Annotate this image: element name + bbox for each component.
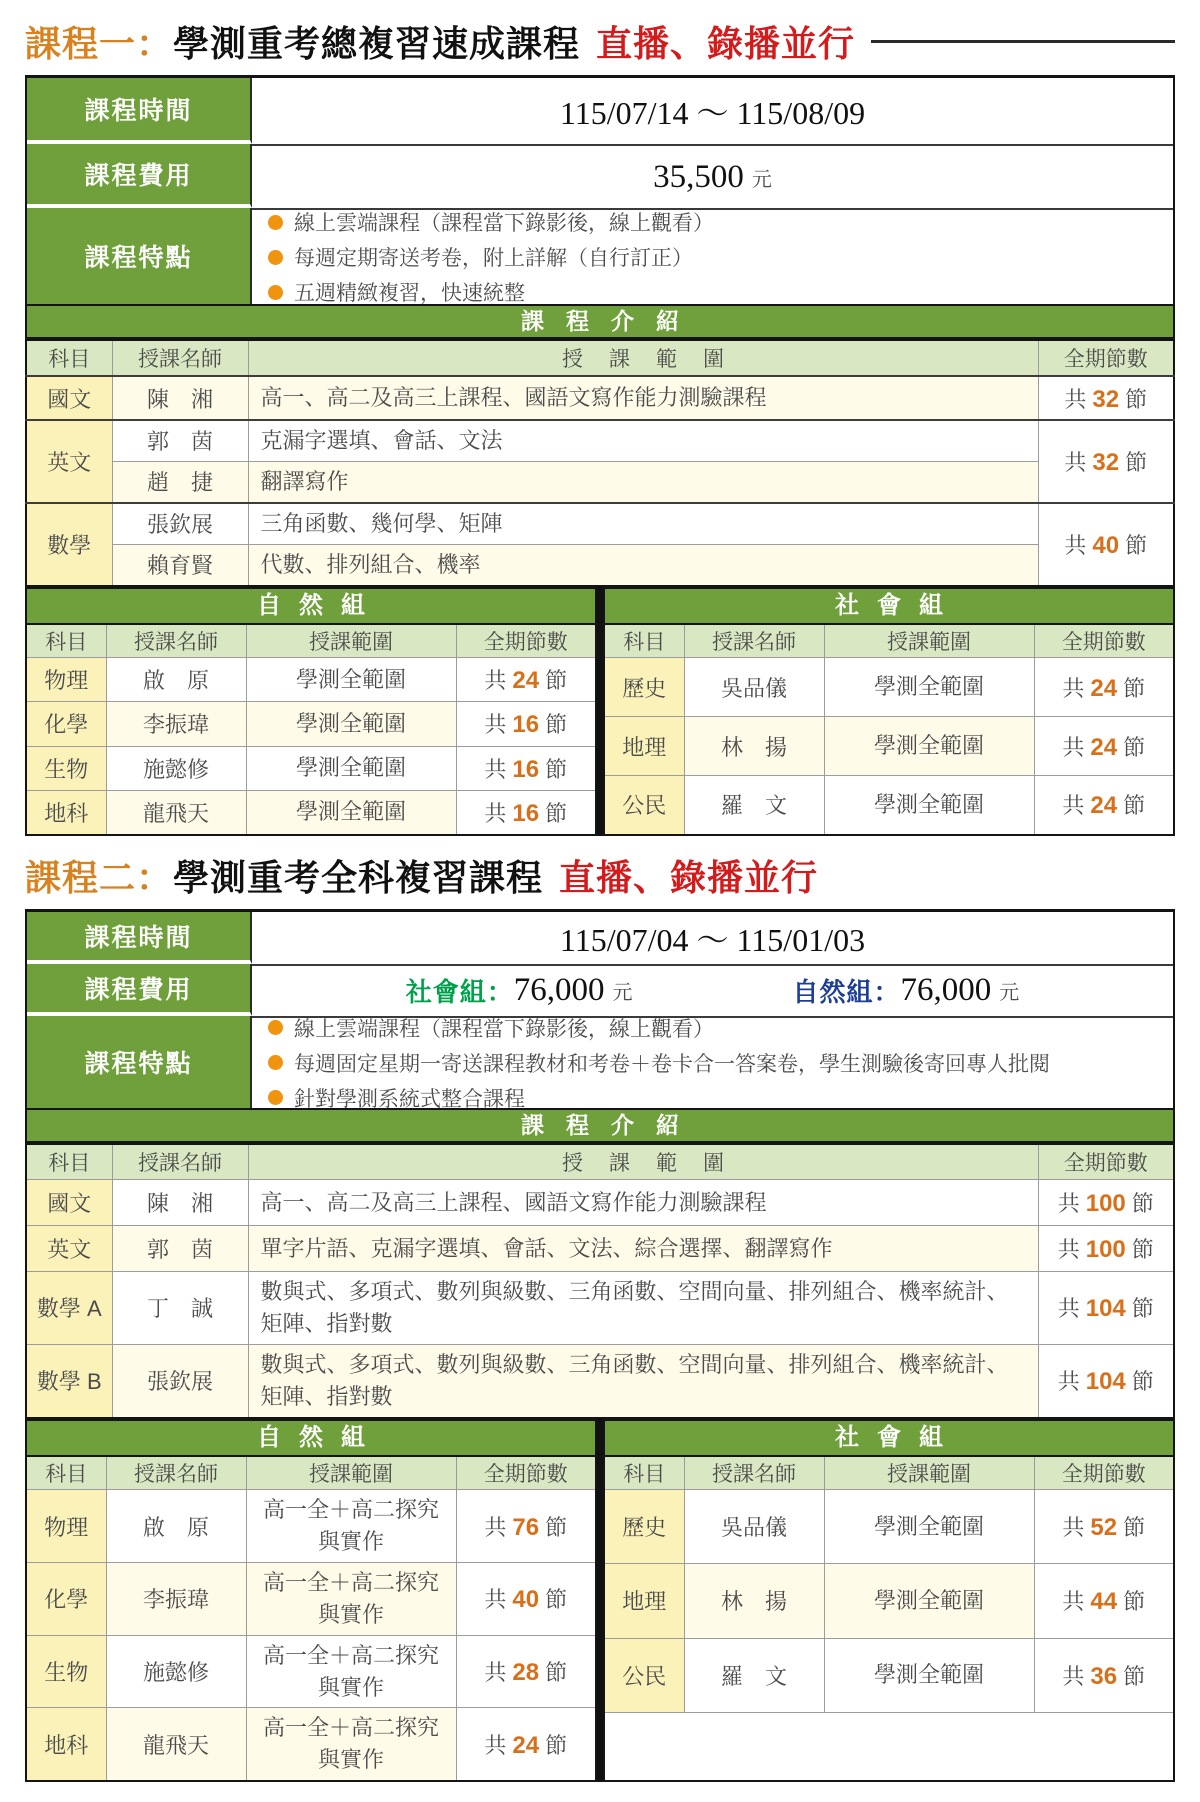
subject-cell: 歷史: [604, 658, 684, 717]
course1-intro-table: [25, 339, 1175, 587]
fee-amount: 35,500: [653, 158, 744, 195]
course1-nature-table: [25, 623, 597, 836]
course2-nature-section: [25, 1419, 597, 1783]
table-row: [26, 702, 596, 746]
table-row: [26, 1272, 1174, 1345]
course1-nature-section: [25, 587, 597, 836]
sessions-prefix: 共: [484, 1732, 507, 1758]
course1-features-row: [27, 208, 1173, 304]
sessions-count: 100: [1085, 1190, 1126, 1218]
sessions-count: 100: [1085, 1236, 1126, 1264]
header-sessions: 全期節數: [1034, 624, 1174, 658]
course1-title-tag: 直播、錄播並行: [596, 23, 856, 64]
teacher-cell: 龍飛天: [106, 1708, 246, 1781]
scope-cell: 學測全範圍: [824, 1638, 1034, 1712]
course2-features-row: [27, 1016, 1173, 1111]
features-label-cell: 課程特點: [27, 1016, 252, 1108]
header-teacher: 授課名師: [112, 1144, 248, 1180]
sessions-prefix: 共: [1057, 1369, 1080, 1395]
teacher-cell: 羅 文: [684, 1638, 824, 1712]
header-row: [26, 1144, 1174, 1180]
sessions-suffix: 節: [1123, 734, 1146, 760]
teacher-cell: 郭 茵: [112, 420, 248, 461]
sessions-suffix: 節: [545, 800, 568, 826]
sessions-cell: [1038, 376, 1174, 420]
fee-value-cell: [252, 144, 1173, 208]
sessions-cell: [1034, 776, 1174, 835]
subject-cell: 公民: [604, 1638, 684, 1712]
teacher-cell: 啟 原: [106, 1490, 246, 1563]
header-sessions: 全期節數: [1038, 1144, 1174, 1180]
fee-group-label: 自然組：: [792, 977, 901, 1008]
bullet-icon: [268, 1090, 283, 1105]
scope-cell: 學測全範圍: [824, 717, 1034, 776]
fee-group-label: 社會組：: [405, 977, 514, 1008]
header-sessions: 全期節數: [456, 624, 596, 658]
sessions-cell: [456, 746, 596, 790]
header-row: [26, 624, 596, 658]
header-teacher: 授課名師: [684, 1456, 824, 1490]
scope-cell: 高一、高二及高三上課程、國語文寫作能力測驗課程: [248, 1180, 1038, 1226]
sessions-cell: [456, 702, 596, 746]
nature-group-bar: 自然組: [25, 1419, 597, 1455]
table-row: [26, 746, 596, 790]
teacher-cell: 啟 原: [106, 658, 246, 702]
table-row: [604, 776, 1174, 835]
header-subject: 科目: [26, 1456, 106, 1490]
sessions-count: 32: [1092, 385, 1120, 413]
time-label-cell: 課程時間: [27, 912, 252, 964]
subject-cell: 地理: [604, 717, 684, 776]
sessions-cell: [1034, 717, 1174, 776]
sessions-count: 76: [512, 1513, 540, 1541]
sessions-suffix: 節: [1123, 1515, 1146, 1541]
sessions-cell: [1034, 1490, 1174, 1564]
scope-cell: 學測全範圍: [824, 1564, 1034, 1638]
sessions-suffix: 節: [1123, 793, 1146, 819]
sessions-cell: [1038, 1344, 1174, 1417]
course1-info-table: [25, 75, 1175, 306]
teacher-cell: 張欽展: [112, 503, 248, 544]
title-rule: [871, 40, 1175, 43]
header-teacher: 授課名師: [106, 624, 246, 658]
sessions-prefix: 共: [1057, 1237, 1080, 1263]
teacher-cell: 龍飛天: [106, 790, 246, 834]
subject-cell: 生物: [26, 1635, 106, 1708]
table-row: [26, 1708, 596, 1781]
scope-cell: 數與式、多項式、數列與級數、三角函數、空間向量、排列組合、機率統計、矩陣、指對數: [248, 1344, 1038, 1417]
table-row: [26, 461, 1174, 502]
sessions-suffix: 節: [1131, 1191, 1154, 1217]
header-scope: 授課範圍: [248, 340, 1038, 376]
scope-cell: 高一全＋高二探究與實作: [246, 1635, 456, 1708]
header-scope: 授課範圍: [824, 1456, 1034, 1490]
sessions-count: 24: [512, 1731, 540, 1759]
scope-cell: 高一、高二及高三上課程、國語文寫作能力測驗課程: [248, 376, 1038, 420]
course1-fee-row: [27, 144, 1173, 208]
fee-unit: 元: [999, 982, 1020, 1005]
teacher-cell: 丁 誠: [112, 1272, 248, 1345]
course2-group-tables: [25, 1419, 1175, 1783]
features-label-cell: 課程特點: [27, 208, 252, 304]
sessions-prefix: 共: [1062, 1515, 1085, 1541]
subject-cell: 數學 B: [26, 1344, 112, 1417]
teacher-cell: 吳品儀: [684, 658, 824, 717]
fee-value-cell: [252, 964, 1173, 1016]
sessions-count: 28: [512, 1659, 540, 1687]
course1-group-tables: [25, 587, 1175, 836]
sessions-prefix: 共: [484, 800, 507, 826]
bullet-icon: [268, 1020, 283, 1035]
feature-item: [268, 1013, 714, 1043]
subject-cell: 英文: [26, 1226, 112, 1272]
table-row: [26, 1344, 1174, 1417]
sessions-count: 40: [1092, 531, 1120, 559]
time-value: 115/07/14 ～ 115/08/09: [559, 95, 866, 131]
header-teacher: 授課名師: [112, 340, 248, 376]
sessions-cell: [1034, 1638, 1174, 1712]
scope-cell: 數與式、多項式、數列與級數、三角函數、空間向量、排列組合、機率統計、矩陣、指對數: [248, 1272, 1038, 1345]
feature-text: 每週定期寄送考卷，附上詳解（自行訂正）: [294, 247, 693, 270]
scope-cell: 學測全範圍: [246, 702, 456, 746]
teacher-cell: 張欽展: [112, 1344, 248, 1417]
scope-cell: 克漏字選填、會話、文法: [248, 420, 1038, 461]
subject-cell: 公民: [604, 776, 684, 835]
course1-features-list: [252, 208, 1173, 304]
fee-unit: 元: [751, 168, 772, 191]
fee-amount: 76,000: [900, 972, 992, 1009]
bullet-icon: [268, 250, 283, 265]
course1-social-table: [603, 623, 1175, 836]
course2-title-tag: 直播、錄播並行: [559, 856, 819, 898]
scope-cell: 高一全＋高二探究與實作: [246, 1490, 456, 1563]
sessions-count: 36: [1090, 1662, 1118, 1690]
scope-cell: 翻譯寫作: [248, 461, 1038, 502]
header-row: [604, 1456, 1174, 1490]
scope-cell: 三角函數、幾何學、矩陣: [248, 503, 1038, 544]
subject-cell: 歷史: [604, 1490, 684, 1564]
sessions-count: 52: [1090, 1514, 1118, 1542]
sessions-suffix: 節: [1125, 449, 1148, 475]
sessions-prefix: 共: [1064, 386, 1087, 412]
scope-cell: 學測全範圍: [824, 776, 1034, 835]
time-value-cell: [252, 78, 1173, 144]
sessions-count: 24: [1090, 733, 1118, 761]
sessions-cell: [1038, 420, 1174, 503]
course2-intro-section-bar: 課程介紹: [25, 1110, 1175, 1143]
sessions-suffix: 節: [545, 712, 568, 738]
sessions-suffix: 節: [1123, 1589, 1146, 1615]
scope-cell: 學測全範圍: [824, 658, 1034, 717]
header-subject: 科目: [26, 1144, 112, 1180]
header-subject: 科目: [604, 624, 684, 658]
sessions-cell: [1038, 1226, 1174, 1272]
table-row: [26, 1635, 596, 1708]
scope-cell: 單字片語、克漏字選填、會話、文法、綜合選擇、翻譯寫作: [248, 1226, 1038, 1272]
course2-social-table: [603, 1455, 1175, 1783]
table-row: [26, 1226, 1174, 1272]
header-row: [604, 624, 1174, 658]
teacher-cell: 賴育賢: [112, 544, 248, 585]
fee-group-nature: [793, 972, 1020, 1009]
sessions-count: 24: [1090, 674, 1118, 702]
sessions-suffix: 節: [1131, 1369, 1154, 1395]
course2-title-prefix: 課程二：: [25, 856, 174, 898]
feature-item: [268, 277, 525, 307]
teacher-cell: 施懿修: [106, 1635, 246, 1708]
teacher-cell: 趙 捷: [112, 461, 248, 502]
header-teacher: 授課名師: [106, 1456, 246, 1490]
social-group-bar: 社會組: [603, 1419, 1175, 1455]
sessions-prefix: 共: [484, 1514, 507, 1540]
course2-features-list: [252, 1016, 1173, 1111]
header-row: [26, 1456, 596, 1490]
bullet-icon: [268, 1055, 283, 1070]
sessions-cell: [1034, 658, 1174, 717]
subject-cell: 國文: [26, 1180, 112, 1226]
table-row: [26, 376, 1174, 420]
scope-cell: 學測全範圍: [246, 790, 456, 834]
sessions-count: 44: [1090, 1588, 1118, 1616]
header-sessions: 全期節數: [1034, 1456, 1174, 1490]
subject-cell: 地理: [604, 1564, 684, 1638]
teacher-cell: 陳 湘: [112, 376, 248, 420]
fee-unit: 元: [612, 982, 633, 1005]
sessions-count: 24: [1090, 792, 1118, 820]
sessions-prefix: 共: [1062, 1663, 1085, 1689]
teacher-cell: 李振瑋: [106, 1562, 246, 1635]
sessions-cell: [1038, 1180, 1174, 1226]
table-row: [26, 1180, 1174, 1226]
subject-cell: 化學: [26, 702, 106, 746]
course2-time-row: [27, 912, 1173, 964]
subject-cell: 國文: [26, 376, 112, 420]
header-sessions: 全期節數: [456, 1456, 596, 1490]
sessions-cell: [1034, 1564, 1174, 1638]
sessions-suffix: 節: [545, 1732, 568, 1758]
subject-cell: 物理: [26, 658, 106, 702]
sessions-cell: [1038, 1272, 1174, 1345]
course1-title-prefix: 課程一：: [25, 23, 174, 64]
sessions-suffix: 節: [1123, 675, 1146, 701]
subject-cell: 英文: [26, 420, 112, 503]
header-row: [26, 340, 1174, 376]
sessions-prefix: 共: [1057, 1296, 1080, 1322]
sessions-cell: [456, 1635, 596, 1708]
empty-row: [604, 1712, 1174, 1781]
table-row: [26, 1490, 596, 1563]
teacher-cell: 羅 文: [684, 776, 824, 835]
feature-item: [268, 242, 693, 272]
table-row: [26, 658, 596, 702]
fee-label-cell: 課程費用: [27, 964, 252, 1016]
table-row: [26, 503, 1174, 544]
fee-group-social: [406, 972, 633, 1009]
time-value: 115/07/04 ～ 115/01/03: [559, 921, 866, 958]
sessions-prefix: 共: [1064, 532, 1087, 558]
header-scope: 授課範圍: [246, 1456, 456, 1490]
teacher-cell: 施懿修: [106, 746, 246, 790]
scope-cell: 代數、排列組合、機率: [248, 544, 1038, 585]
table-row: [604, 658, 1174, 717]
scope-cell: 學測全範圍: [246, 658, 456, 702]
header-scope: 授課範圍: [248, 1144, 1038, 1180]
sessions-prefix: 共: [484, 712, 507, 738]
header-sessions: 全期節數: [1038, 340, 1174, 376]
feature-text: 線上雲端課程（課程當下錄影後，線上觀看）: [294, 1017, 714, 1041]
sessions-count: 32: [1092, 448, 1120, 476]
feature-text: 針對學測系統式整合課程: [294, 1087, 525, 1111]
subject-cell: 數學 A: [26, 1272, 112, 1345]
teacher-cell: 陳 湘: [112, 1180, 248, 1226]
scope-cell: 高一全＋高二探究與實作: [246, 1708, 456, 1781]
subject-cell: 物理: [26, 1490, 106, 1563]
header-teacher: 授課名師: [684, 624, 824, 658]
feature-item: [268, 207, 714, 237]
sessions-count: 16: [512, 799, 540, 827]
sessions-suffix: 節: [545, 756, 568, 782]
scope-cell: 高一全＋高二探究與實作: [246, 1562, 456, 1635]
table-row: [26, 420, 1174, 461]
header-scope: 授課範圍: [246, 624, 456, 658]
subject-cell: 化學: [26, 1562, 106, 1635]
teacher-cell: 林 揚: [684, 717, 824, 776]
fee-groups: [406, 972, 1020, 1009]
sessions-count: 24: [512, 667, 540, 695]
table-row: [26, 1562, 596, 1635]
course1-title-main: 學測重考總複習速成課程: [173, 23, 581, 64]
bullet-icon: [268, 285, 283, 300]
feature-item: [268, 1048, 1050, 1078]
feature-item: [268, 1083, 525, 1113]
sessions-count: 40: [512, 1586, 540, 1614]
sessions-suffix: 節: [545, 1514, 568, 1540]
sessions-cell: [456, 1562, 596, 1635]
sessions-suffix: 節: [1123, 1663, 1146, 1689]
sessions-count: 16: [512, 711, 540, 739]
sessions-suffix: 節: [1125, 532, 1148, 558]
scope-cell: 學測全範圍: [246, 746, 456, 790]
teacher-cell: 郭 茵: [112, 1226, 248, 1272]
sessions-prefix: 共: [1062, 1589, 1085, 1615]
social-group-bar: 社會組: [603, 587, 1175, 623]
teacher-cell: 林 揚: [684, 1564, 824, 1638]
sessions-prefix: 共: [1057, 1191, 1080, 1217]
sessions-prefix: 共: [1062, 675, 1085, 701]
sessions-suffix: 節: [545, 1660, 568, 1686]
feature-text: 五週精緻複習，快速統整: [294, 282, 525, 305]
sessions-prefix: 共: [484, 1587, 507, 1613]
nature-group-bar: 自然組: [25, 587, 597, 623]
sessions-count: 16: [512, 755, 540, 783]
header-subject: 科目: [604, 1456, 684, 1490]
sessions-suffix: 節: [1125, 386, 1148, 412]
sessions-suffix: 節: [1131, 1296, 1154, 1322]
teacher-cell: 吳品儀: [684, 1490, 824, 1564]
course2-info-table: [25, 909, 1175, 1110]
table-row: [604, 1638, 1174, 1712]
table-row: [604, 1564, 1174, 1638]
sessions-prefix: 共: [484, 1660, 507, 1686]
course1-intro-section-bar: 課程介紹: [25, 306, 1175, 339]
table-row: [604, 717, 1174, 776]
course1-time-row: [27, 78, 1173, 144]
time-value-cell: [252, 912, 1173, 964]
sessions-suffix: 節: [545, 1587, 568, 1613]
header-subject: 科目: [26, 340, 112, 376]
sessions-prefix: 共: [484, 668, 507, 694]
course2-intro-table: [25, 1143, 1175, 1419]
subject-cell: 地科: [26, 790, 106, 834]
sessions-suffix: 節: [1131, 1237, 1154, 1263]
subject-cell: 數學: [26, 503, 112, 586]
table-row: [26, 544, 1174, 585]
sessions-cell: [456, 790, 596, 834]
sessions-suffix: 節: [545, 668, 568, 694]
sessions-prefix: 共: [1062, 734, 1085, 760]
feature-text: 線上雲端課程（課程當下錄影後，線上觀看）: [294, 212, 714, 235]
subject-cell: 生物: [26, 746, 106, 790]
course1-title: [25, 16, 1175, 67]
sessions-prefix: 共: [1064, 449, 1087, 475]
empty-cell: [604, 1712, 1174, 1781]
course2-title-main: 學測重考全科複習課程: [173, 856, 544, 898]
bullet-icon: [268, 215, 283, 230]
course1-social-section: [603, 587, 1175, 836]
fee-amount: 76,000: [513, 972, 605, 1009]
subject-cell: 地科: [26, 1708, 106, 1781]
header-subject: 科目: [26, 624, 106, 658]
sessions-count: 104: [1085, 1368, 1126, 1396]
table-row: [26, 790, 596, 834]
sessions-count: 104: [1085, 1295, 1126, 1323]
sessions-cell: [456, 658, 596, 702]
sessions-prefix: 共: [1062, 793, 1085, 819]
teacher-cell: 李振瑋: [106, 702, 246, 746]
sessions-prefix: 共: [484, 756, 507, 782]
sessions-cell: [456, 1708, 596, 1781]
course2-title: [25, 850, 1175, 901]
table-row: [604, 1490, 1174, 1564]
sessions-cell: [456, 1490, 596, 1563]
course2-nature-table: [25, 1455, 597, 1783]
fee-label-cell: 課程費用: [27, 144, 252, 208]
time-label-cell: 課程時間: [27, 78, 252, 144]
scope-cell: 學測全範圍: [824, 1490, 1034, 1564]
sessions-cell: [1038, 503, 1174, 586]
feature-text: 每週固定星期一寄送課程教材和考卷＋卷卡合一答案卷，學生測驗後寄回專人批閱: [294, 1052, 1050, 1076]
header-scope: 授課範圍: [824, 624, 1034, 658]
course2-fee-row: [27, 964, 1173, 1016]
course2-social-section: [603, 1419, 1175, 1783]
